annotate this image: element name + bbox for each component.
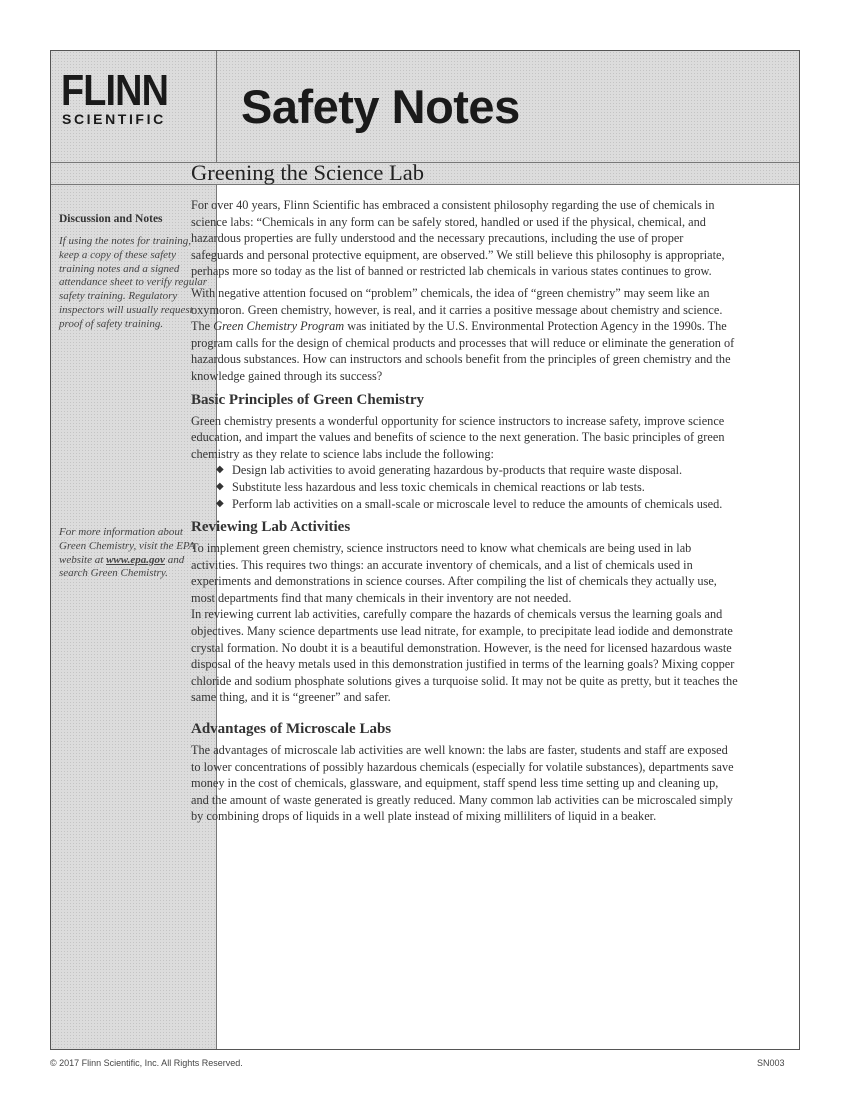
paragraph-green-chemistry [191, 285, 739, 385]
header [51, 51, 799, 163]
principles-list [191, 462, 739, 512]
diamond-bullet-icon: ◆ [216, 497, 224, 509]
diamond-bullet-icon: ◆ [216, 480, 224, 492]
paragraph-microscale: The advantages of microscale lab activities are well known: the labs are faster, students and staff are exposed to lower concentrations of possibly hazardous chemicals (especially for volatile substances), departments save money in the cost of chemicals, glassware, and equipment, staff spend less time setting up and cleaning up, and the amount of waste generated is greatly reduced. Many common lab activities can be microscaled simply by combining drops of liquids in a well plate instead of mixing milliliters of liquid in a beaker. [191, 743, 734, 824]
list-item-text: Design lab activities to avoid generating hazardous by-products that require waste disposal. [232, 463, 683, 478]
list-item [191, 479, 739, 496]
article-title: Greening the Science Lab [191, 160, 425, 185]
note-prefix: For more information about Green Chemistry, visit the EPA website at [59, 526, 195, 566]
heading-reviewing-lab-activities: Reviewing Lab Activities [191, 519, 351, 536]
paragraph-inventory: To implement green chemistry, science instructors need to know what chemicals are being used in lab activities. This requires two things: an accurate inventory of chemicals, and a list of chemicals used in experiments and demonstrations in science courses. After compiling the list of chemicals they actually use, most departments find that many chemicals in their inventory are not needed. [191, 541, 717, 605]
paragraph-text: was initiated by the U.S. Environmental Protection Agency in the 1990s. The program calls for the design of chemical products and processes that will reduce or eliminate the generation of hazardous substances. How can instructors and schools benefit from the principles of green chemistry and the knowledge gained through its success? [191, 319, 735, 383]
copyright: © 2017 Flinn Scientific, Inc. All Rights Reserved. [50, 1058, 243, 1068]
document-code: SN003 [757, 1058, 785, 1068]
logo [51, 51, 217, 162]
list-item-text: Substitute less hazardous and less toxic chemicals in chemical reactions or lab tests. [232, 479, 645, 494]
paragraph-hazards: In reviewing current lab activities, carefully compare the hazards of chemicals versus the learning goals and objectives. Many science departments use lead nitrate, for example, to precipitate lead iodide and demonstrate crystal formation. No doubt it is a beautiful demonstration. However, is the need for licensed hazardous waste disposal of the heavy metals used in this demonstration justified in terms of the learning goals? Mixing copper chloride and sodium phosphate solutions gives a turquoise solid. It may not be quite as pretty, but it teaches the same thing, and it is “greener” and safer. [191, 607, 738, 705]
epa-link[interactable]: www.epa.gov [106, 553, 165, 566]
paragraph-principles: Green chemistry presents a wonderful opportunity for science instructors to increase safety, improve science education, and impart the values and benefits of science to the next generation. The basic principles of green chemistry as they relate to science labs include the following: [191, 413, 725, 461]
sidebar-heading: Discussion and Notes [59, 213, 163, 225]
training-note: If using the notes for training, keep a copy of these safety training notes and a signed attendance sheet to verify regular safety training. Regulatory inspectors will usually request proof of safety training. [59, 235, 208, 330]
article [191, 160, 739, 830]
program-name: Green Chemistry Program [213, 319, 345, 334]
paragraph-philosophy: For over 40 years, Flinn Scientific has embraced a consistent philosophy regarding the use of chemicals in science labs: “Chemicals in any form can be safely stored, handled or used if the physical, chemical, and hazardous properties are fully understood and the necessary precautions, including the use of proper safeguards and personal protective equipment, are observed.” We still believe this philosophy is appropriate, perhaps more so today as the list of banned or restricted lab chemicals in various states continues to grow. [191, 198, 725, 279]
note-suffix: and search Green Chemistry. [59, 553, 185, 580]
list-item [191, 462, 739, 479]
list-item [191, 496, 739, 513]
logo-scientific-text: SCIENTIFIC [62, 111, 166, 127]
logo-flinn-text: FLINN [61, 66, 169, 115]
diamond-bullet-icon: ◆ [216, 464, 224, 476]
heading-microscale: Advantages of Microscale Labs [191, 721, 392, 738]
green-chemistry-note [59, 526, 209, 581]
page-title: Safety Notes [241, 80, 520, 133]
list-item-text: Perform lab activities on a small-scale or microscale level to reduce the amounts of chemicals used. [232, 496, 723, 511]
paragraph-text: With negative attention focused on “problem” chemicals, the idea of “green chemistry” may seem like an oxymoron. Green chemistry, however, is real, and it carries a positive message about chemistry and science. The [191, 285, 723, 334]
heading-basic-principles: Basic Principles of Green Chemistry [191, 391, 425, 408]
